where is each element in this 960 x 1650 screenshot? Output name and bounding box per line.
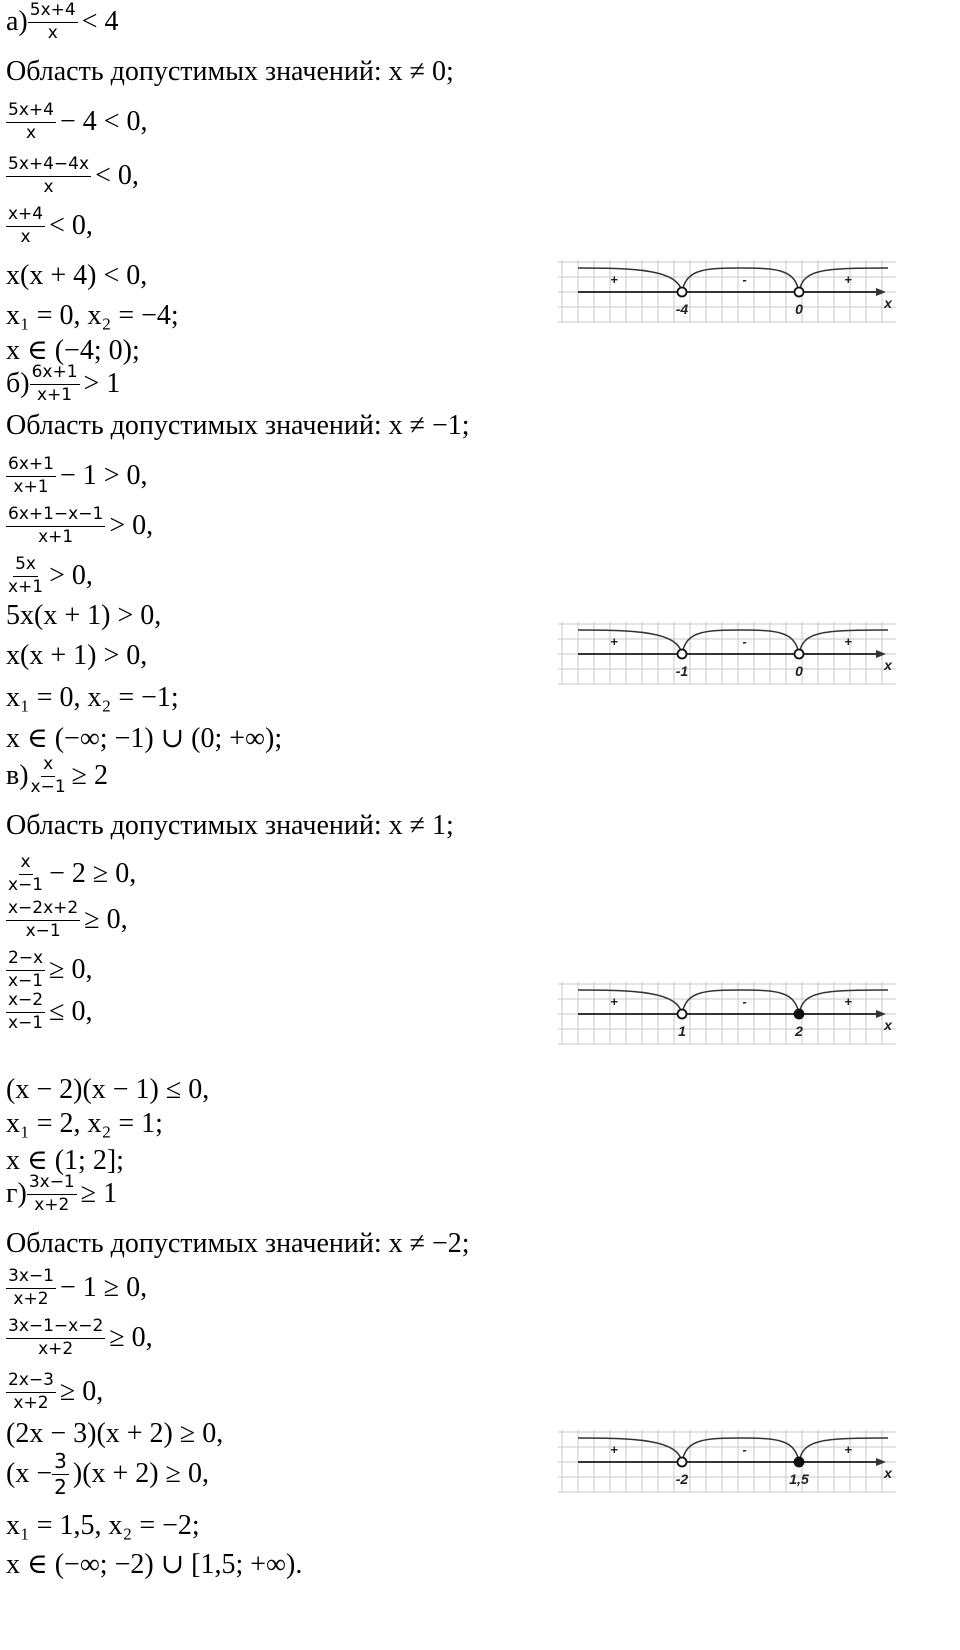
inequality-rest: ≥ 0, <box>49 954 93 985</box>
expression-part: ) <box>72 1458 83 1489</box>
open-point <box>678 1458 687 1467</box>
fraction-numerator: 2x−3 <box>6 1371 56 1393</box>
solution-line <box>6 46 454 98</box>
open-point <box>678 650 687 659</box>
axis-label: x <box>884 1465 892 1481</box>
solution-text: Область допустимых значений: x ≠ 0; <box>6 56 454 87</box>
fraction-denominator: x+2 <box>38 1338 74 1359</box>
solution-line <box>6 1538 302 1590</box>
fraction-denominator: x+1 <box>36 384 73 405</box>
interval-sign: + <box>610 1442 618 1457</box>
axis-label: x <box>884 295 892 311</box>
point-label: -4 <box>675 301 689 317</box>
fraction-denominator: x <box>25 122 36 143</box>
interval-sign: + <box>610 634 618 649</box>
sign-chart <box>558 1428 898 1494</box>
fraction <box>27 1173 77 1215</box>
open-point <box>678 288 687 297</box>
fraction-denominator: x+2 <box>34 1194 70 1215</box>
inequality-rest: − 1 > 0, <box>59 460 148 491</box>
task-label: б) <box>6 368 30 399</box>
inequality-rest: ≥ 0, <box>84 904 128 935</box>
point-label: 2 <box>795 1023 803 1039</box>
fraction-denominator: x <box>43 176 54 197</box>
sign-arc <box>682 630 799 654</box>
solution-text: x ∈ (1; 2]; <box>6 1145 124 1176</box>
sign-chart <box>558 980 898 1046</box>
interval-sign: + <box>844 634 852 649</box>
interval-sign: + <box>844 272 852 287</box>
solution-text: x₁ = 0, x₂ = −4; <box>6 300 179 331</box>
interval-sign: + <box>610 994 618 1009</box>
fraction-denominator: x+1 <box>8 576 44 597</box>
solution-line <box>6 894 128 946</box>
fraction <box>6 1371 56 1413</box>
solution-text: x(x + 4) < 0, <box>6 260 148 291</box>
fraction-denominator: x−1 <box>8 1012 44 1033</box>
solution-text: x ∈ (−∞; −1) ∪ (0; +∞); <box>6 723 283 754</box>
fraction-denominator: x <box>20 226 31 247</box>
fraction <box>6 455 56 497</box>
inequality-rest: ≥ 0, <box>109 1322 153 1353</box>
inequality-rest: > 1 <box>83 368 121 399</box>
open-point <box>795 288 804 297</box>
fraction-denominator: x <box>47 22 58 43</box>
fraction <box>6 991 45 1033</box>
point-label: 1 <box>678 1023 686 1039</box>
inequality-rest: − 2 ≥ 0, <box>49 858 137 889</box>
fraction <box>6 853 45 895</box>
fraction-denominator: x−1 <box>8 874 44 895</box>
fraction-numerator: 3 <box>54 1448 67 1473</box>
interval-sign: - <box>742 272 747 287</box>
inequality-rest: − 1 ≥ 0, <box>59 1272 148 1303</box>
task-label: а) <box>6 6 28 37</box>
inequality-rest: < 0, <box>49 210 93 241</box>
fraction <box>6 101 56 143</box>
fraction <box>30 363 80 405</box>
solution-line <box>6 1448 209 1500</box>
sign-chart <box>558 620 898 686</box>
fraction-denominator: x+2 <box>13 1392 49 1413</box>
sign-arc <box>682 268 799 292</box>
interval-sign: - <box>742 634 747 649</box>
solution-text: x ∈ (−∞; −2) ∪ [1,5; +∞). <box>6 1549 303 1580</box>
sign-arc <box>682 1438 799 1462</box>
fraction-denominator: x+1 <box>13 476 49 497</box>
fraction <box>6 949 45 991</box>
fraction <box>6 899 80 941</box>
fraction-denominator: x+2 <box>13 1288 49 1309</box>
inequality-rest: < 0, <box>95 160 139 191</box>
point-label: 0 <box>795 301 803 317</box>
interval-sign: + <box>844 1442 852 1457</box>
solution-text: x(x + 1) > 0, <box>6 640 148 671</box>
solution-line <box>6 986 93 1038</box>
solution-text: x₁ = 0, x₂ = −1; <box>6 682 179 713</box>
solution-text: x ∈ (−4; 0); <box>6 335 140 366</box>
task-header <box>6 0 119 48</box>
fraction-denominator: x−1 <box>30 776 66 797</box>
solution-line <box>6 1262 147 1314</box>
fraction-numerator: x−2 <box>6 991 45 1013</box>
interval-sign: - <box>742 994 747 1009</box>
fraction-numerator: 5x+4−4x <box>6 155 91 177</box>
fraction-numerator: 5x+4 <box>28 1 78 23</box>
solution-text: 5x(x + 1) > 0, <box>6 600 162 631</box>
fraction <box>52 1450 69 1499</box>
point-label: -2 <box>675 1471 689 1487</box>
fraction-numerator: x+4 <box>6 205 45 227</box>
fraction-denominator: x−1 <box>25 920 61 941</box>
solution-text: (2x − 3)(x + 2) ≥ 0, <box>6 1418 224 1449</box>
fraction-numerator: 5x+4 <box>6 101 56 123</box>
fraction <box>6 1317 105 1359</box>
inequality-rest: − 4 < 0, <box>59 106 148 137</box>
inequality-rest: ≥ 1 <box>80 1178 118 1209</box>
fraction-numerator: x <box>41 755 55 777</box>
fraction-numerator: 3x−1−x−2 <box>6 1317 105 1339</box>
inequality-rest: (x + 2) ≥ 0, <box>82 1458 209 1489</box>
solution-line <box>6 800 454 852</box>
fraction-denominator: 2 <box>54 1474 67 1499</box>
interval-sign: + <box>610 272 618 287</box>
open-point <box>678 1010 687 1019</box>
solution-line <box>6 150 139 202</box>
interval-sign: + <box>844 994 852 1009</box>
solution-text: (x − 2)(x − 1) ≤ 0, <box>6 1074 210 1105</box>
fraction-denominator: x−1 <box>8 970 44 991</box>
inequality-rest: ≥ 2 <box>71 760 109 791</box>
fraction-numerator: 6x+1−x−1 <box>6 505 105 527</box>
solution-text: x₁ = 1,5, x₂ = −2; <box>6 1510 200 1541</box>
fraction <box>28 1 78 43</box>
inequality-rest: > 0, <box>49 560 93 591</box>
solution-line <box>6 500 153 552</box>
inequality-rest: ≥ 0, <box>59 1376 104 1407</box>
fraction-numerator: 2−x <box>6 949 45 971</box>
fraction-numerator: x−2x+2 <box>6 899 80 921</box>
point-label: 1,5 <box>789 1471 809 1487</box>
inequality-rest: ≤ 0, <box>49 996 93 1027</box>
task-label: г) <box>6 1178 27 1209</box>
axis-label: x <box>884 1017 892 1033</box>
solution-line <box>6 400 470 452</box>
solution-text: Область допустимых значений: x ≠ 1; <box>6 810 454 841</box>
fraction-numerator: x <box>19 853 33 875</box>
fraction <box>29 755 68 797</box>
interval-sign: - <box>742 1442 747 1457</box>
fraction-numerator: 3x−1 <box>6 1267 56 1289</box>
axis-label: x <box>884 657 892 673</box>
fraction <box>6 505 105 547</box>
solution-line <box>6 200 93 252</box>
solution-line <box>6 450 148 502</box>
solution-text: Область допустимых значений: x ≠ −1; <box>6 410 470 441</box>
fraction-denominator: x+1 <box>38 526 74 547</box>
fraction <box>6 155 91 197</box>
task-header <box>6 1168 117 1220</box>
point-label: -1 <box>675 663 689 679</box>
solution-line <box>6 96 148 148</box>
fraction-numerator: 6x+1 <box>6 455 56 477</box>
fraction <box>6 1267 56 1309</box>
solution-text: x₁ = 2, x₂ = 1; <box>6 1108 163 1139</box>
fraction-numerator: 6x+1 <box>30 363 80 385</box>
sign-arc <box>682 990 799 1014</box>
fraction-numerator: 3x−1 <box>27 1173 77 1195</box>
inequality-rest: < 4 <box>81 6 119 37</box>
fraction <box>6 205 45 247</box>
filled-point <box>795 1010 804 1019</box>
expression-part: (x − <box>6 1458 53 1489</box>
task-label: в) <box>6 760 29 791</box>
fraction-numerator: 5x <box>13 555 38 577</box>
solution-text: Область допустимых значений: x ≠ −2; <box>6 1228 470 1259</box>
filled-point <box>795 1458 804 1467</box>
task-header <box>6 750 108 802</box>
inequality-rest: > 0, <box>109 510 154 541</box>
solution-line <box>6 1312 153 1364</box>
point-label: 0 <box>795 663 803 679</box>
sign-chart <box>558 258 898 324</box>
solution-line <box>6 848 136 900</box>
open-point <box>795 650 804 659</box>
